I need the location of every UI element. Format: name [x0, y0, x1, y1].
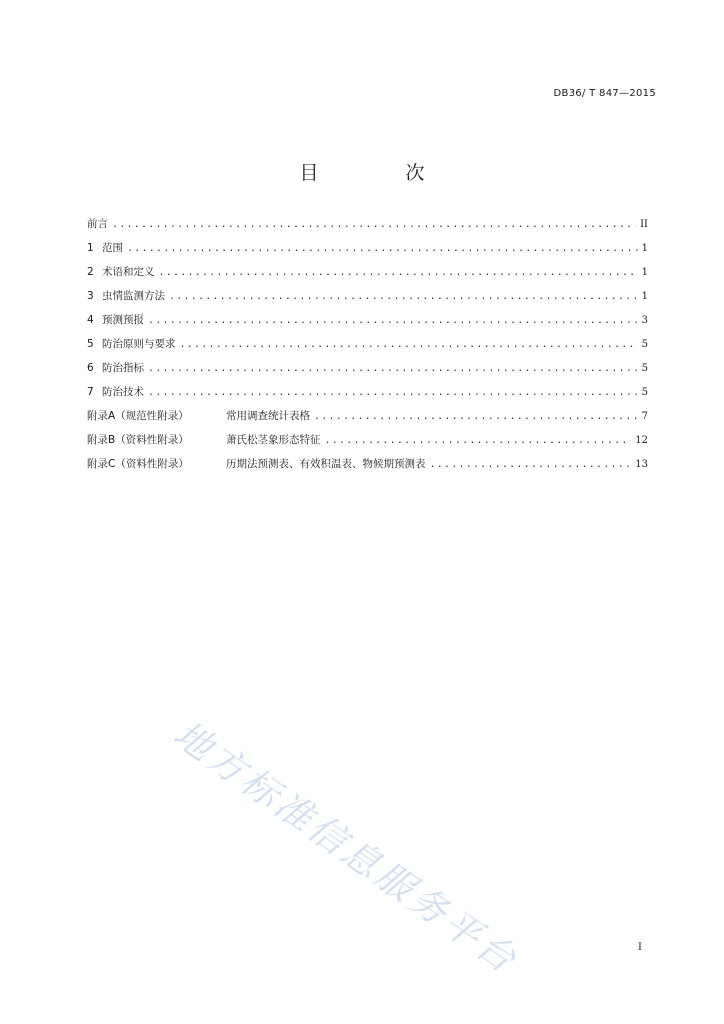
- toc-entry-label: 防治技术: [102, 386, 144, 398]
- table-of-contents: [87, 216, 648, 480]
- toc-entry-page: 5: [641, 363, 648, 374]
- page-number: I: [638, 942, 642, 953]
- appendix-label: 历期法预测表、有效积温表、物候期预测表: [226, 458, 426, 470]
- toc-entry-label: 虫情监测方法: [102, 290, 165, 302]
- appendix-page: 13: [635, 459, 648, 470]
- dot-leader: [430, 459, 632, 470]
- toc-entry-4[interactable]: [87, 312, 648, 336]
- toc-entry-number: 2: [87, 266, 94, 278]
- toc-entry-number: 7: [87, 386, 94, 398]
- toc-title: 目 次: [299, 162, 459, 184]
- toc-entry-label: 预测预报: [102, 314, 144, 326]
- toc-appendix-c[interactable]: [87, 456, 648, 480]
- toc-entry-page: 1: [641, 291, 648, 302]
- toc-entry-page: 1: [641, 243, 648, 254]
- dot-leader: [127, 243, 638, 254]
- toc-entry-page: 1: [641, 267, 648, 278]
- dot-leader: [314, 411, 638, 422]
- toc-entry-label: 术语和定义: [102, 266, 155, 278]
- dot-leader: [148, 315, 638, 326]
- toc-entry-7[interactable]: [87, 384, 648, 408]
- toc-entry-label: 范围: [102, 242, 123, 254]
- standard-code: DB36/ T 847—2015: [553, 88, 656, 99]
- toc-entry-label: 防治原则与要求: [102, 338, 176, 350]
- toc-entry-number: 5: [87, 338, 94, 350]
- toc-appendix-a[interactable]: [87, 408, 648, 432]
- dot-leader: [169, 291, 638, 302]
- toc-entry-page: 3: [641, 315, 648, 326]
- toc-entry-label: 防治指标: [102, 362, 144, 374]
- appendix-label: 常用调查统计表格: [226, 410, 310, 422]
- dot-leader: [148, 363, 638, 374]
- appendix-prefix: 附录C（资料性附录）: [87, 458, 189, 470]
- toc-entry-2[interactable]: [87, 264, 648, 288]
- toc-entry-page: II: [640, 219, 648, 230]
- toc-entry-label: 前言: [87, 218, 108, 230]
- toc-entry-number: 1: [87, 242, 94, 254]
- dot-leader: [112, 219, 636, 230]
- appendix-page: 7: [641, 411, 648, 422]
- watermark: 地方标准信息服务平台: [165, 712, 527, 983]
- toc-entry-1[interactable]: [87, 240, 648, 264]
- toc-appendix-b[interactable]: [87, 432, 648, 456]
- toc-entry-6[interactable]: [87, 360, 648, 384]
- appendix-prefix: 附录A（规范性附录）: [87, 410, 189, 422]
- toc-entry-number: 4: [87, 314, 94, 326]
- dot-leader: [148, 387, 638, 398]
- toc-entry-foreword[interactable]: [87, 216, 648, 240]
- toc-entry-3[interactable]: [87, 288, 648, 312]
- dot-leader: [159, 267, 638, 278]
- toc-entry-number: 3: [87, 290, 94, 302]
- dot-leader: [325, 435, 632, 446]
- toc-entry-page: 5: [641, 387, 648, 398]
- toc-entry-page: 5: [641, 339, 648, 350]
- dot-leader: [180, 339, 638, 350]
- toc-entry-number: 6: [87, 362, 94, 374]
- toc-entry-5[interactable]: [87, 336, 648, 360]
- appendix-page: 12: [635, 435, 648, 446]
- appendix-label: 萧氏松茎象形态特征: [226, 434, 321, 446]
- appendix-prefix: 附录B（资料性附录）: [87, 434, 189, 446]
